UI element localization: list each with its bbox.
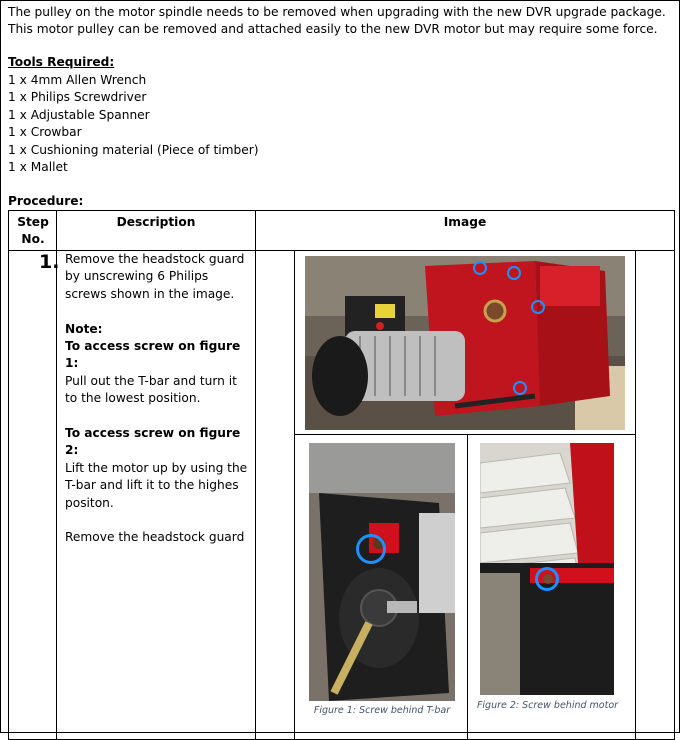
tbar-illustration [309, 443, 455, 701]
desc-intro: Remove the headstock guard by unscrewing 6 Philips screws shown in the image. [65, 252, 245, 301]
fig1-text: Pull out the T-bar and turn it to the lowest position. [65, 373, 237, 406]
header-image: Image [443, 215, 487, 229]
tool-item: 1 x Adjustable Spanner [8, 107, 150, 122]
tool-item: 1 x Crowbar [8, 125, 82, 140]
figure1-caption: Figure 1: Screw behind T-bar [313, 705, 451, 716]
note-label: Note: [65, 321, 103, 336]
image-cell-border [294, 250, 295, 739]
figure2-caption: Figure 2: Screw behind motor [476, 700, 619, 711]
figure1-photo [309, 443, 455, 701]
lathe-illustration [305, 256, 625, 430]
table-divider [56, 211, 57, 739]
procedure-heading: Procedure: [8, 194, 84, 208]
screw-marker [535, 567, 559, 591]
screw-marker [513, 381, 527, 395]
tools-heading: Tools Required: [8, 55, 115, 69]
tools-list [8, 72, 259, 176]
screw-marker [473, 261, 487, 275]
headstock-photo [305, 256, 625, 430]
screw-marker [507, 266, 521, 280]
header-step: Step No. [17, 215, 49, 246]
tool-item: 1 x Mallet [8, 160, 68, 175]
intro-paragraph: The pulley on the motor spindle needs to be removed when upgrading with the new DVR upgrade package. This motor pulley can be removed and attached easily to the new DVR motor but may require some force. [8, 5, 666, 36]
screw-marker [531, 300, 545, 314]
image-cell-border [467, 434, 468, 739]
desc-final: Remove the headstock guard [65, 530, 245, 545]
header-description: Description [116, 215, 196, 229]
tool-item: 1 x 4mm Allen Wrench [8, 73, 147, 87]
fig2-text: Lift the motor up by using the T-bar and lift it to the highes positon. [65, 460, 248, 510]
procedure-table [8, 210, 675, 740]
fig1-label: To access screw on figure 1: [65, 339, 241, 371]
fig2-label: To access screw on figure 2: [65, 426, 241, 458]
tool-item: 1 x Philips Screwdriver [8, 90, 147, 105]
step-number: 1. [39, 251, 60, 273]
step-description [65, 251, 251, 564]
tool-item: 1 x Cushioning material (Piece of timber) [8, 142, 259, 157]
table-divider [255, 211, 256, 739]
figure2-photo [480, 443, 614, 695]
image-cell-border [294, 434, 635, 435]
screw-marker [356, 534, 386, 564]
image-cell-border [635, 250, 636, 739]
